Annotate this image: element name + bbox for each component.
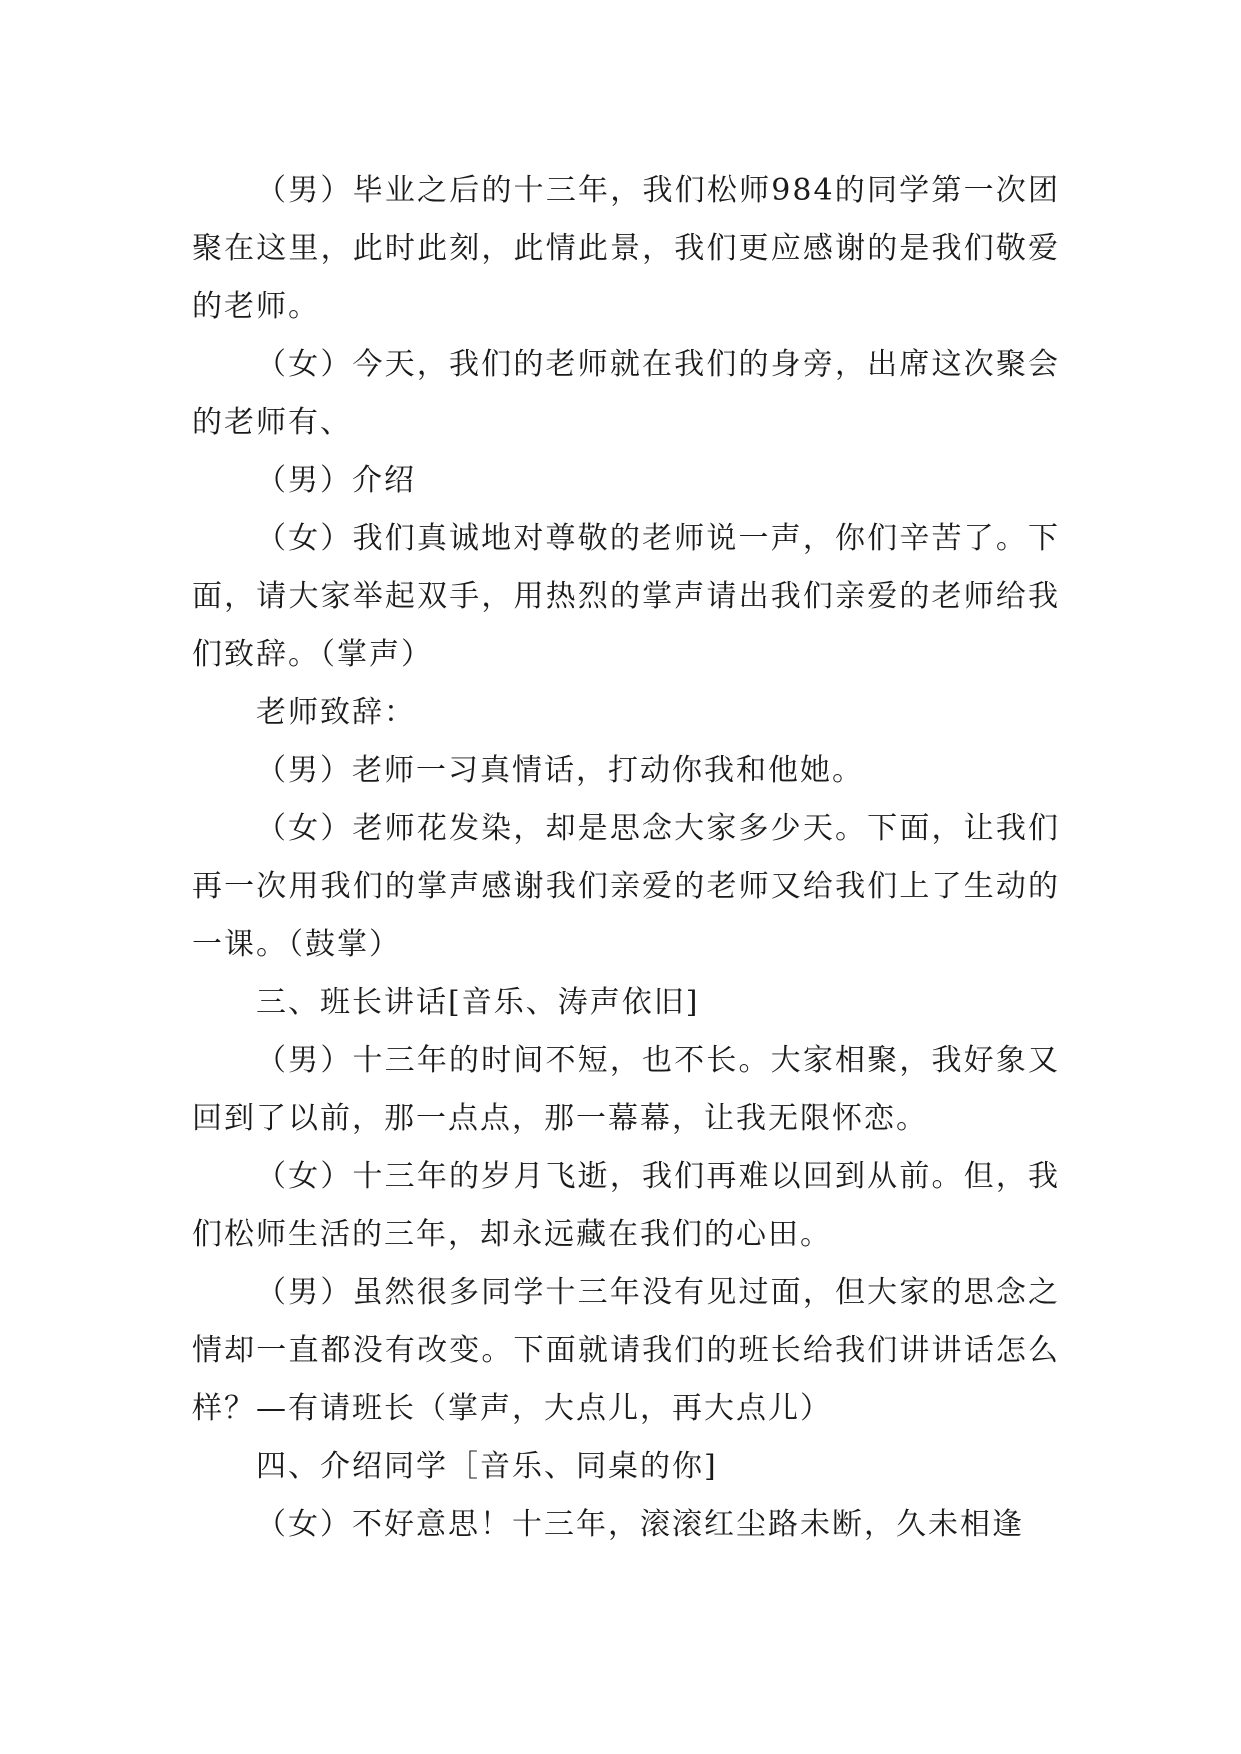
paragraph: （女）不好意思！十三年，滚滚红尘路未断，久未相逢 [256, 1507, 1024, 1542]
paragraph: （男）毕业之后的十三年，我们松师984的同学第一次团聚在这里，此时此刻，此情此景，我们更应感谢的是我们敬爱的老师。 [192, 173, 1060, 324]
section-heading: 四、介绍同学［音乐、同桌的你] [256, 1449, 718, 1484]
paragraph: （男）老师一习真情话，打动你我和他她。 [256, 753, 864, 788]
paragraph: （女）我们真诚地对尊敬的老师说一声，你们辛苦了。下面，请大家举起双手，用热烈的掌声请出我们亲爱的老师给我们致辞。（掌声） [192, 521, 1060, 672]
section-heading: 三、班长讲话[音乐、涛声依旧] [256, 985, 700, 1020]
paragraph: 老师致辞： [256, 695, 416, 730]
paragraph: （女）今天，我们的老师就在我们的身旁，出席这次聚会的老师有、 [192, 347, 1060, 440]
paragraph: （男）十三年的时间不短，也不长。大家相聚，我好象又回到了以前，那一点点，那一幕幕，让我无限怀恋。 [192, 1043, 1060, 1136]
paragraph: （女）十三年的岁月飞逝，我们再难以回到从前。但，我们松师生活的三年，却永远藏在我们的心田。 [192, 1159, 1060, 1252]
paragraph: （男）虽然很多同学十三年没有见过面，但大家的思念之情却一直都没有改变。下面就请我们的班长给我们讲讲话怎么样？—有请班长（掌声，大点儿，再大点儿） [192, 1275, 1060, 1426]
document-body [192, 162, 1060, 1554]
paragraph: （女）老师花发染，却是思念大家多少天。下面，让我们再一次用我们的掌声感谢我们亲爱的老师又给我们上了生动的一课。（鼓掌） [192, 811, 1060, 962]
paragraph: （男）介绍 [256, 463, 416, 498]
